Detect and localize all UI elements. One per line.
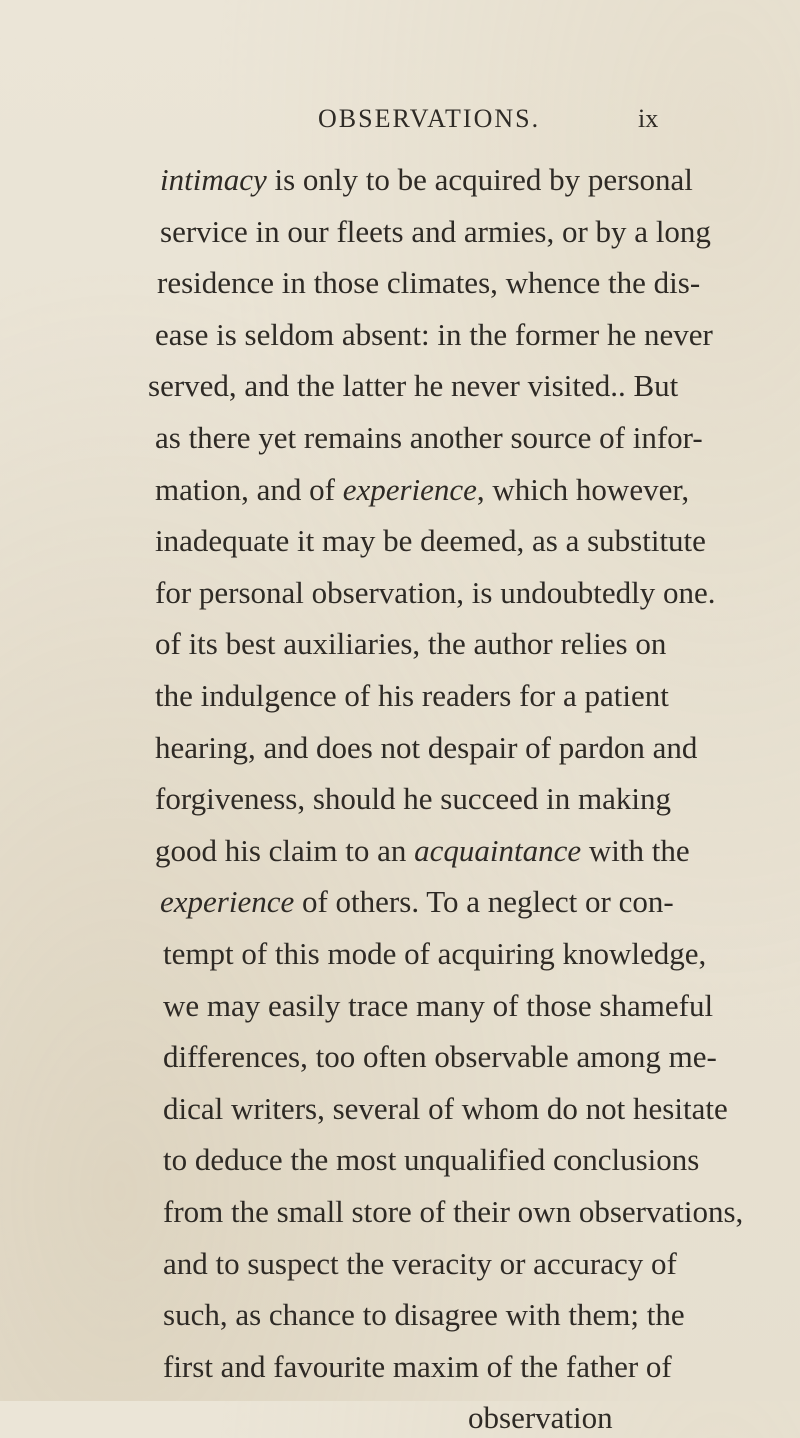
italic-word: experience <box>160 884 295 920</box>
text-line: hearing, and does not despair of pardon and <box>155 729 698 765</box>
running-head <box>0 104 800 144</box>
text-line: service in our fleets and armies, or by a long <box>160 213 711 249</box>
text-line: for personal observation, is undoubtedly one. <box>155 574 716 610</box>
text-line: tempt of this mode of acquiring knowledge, <box>163 936 707 971</box>
text-line: residence in those climates, whence the dis- <box>157 265 701 301</box>
text-line: dical writers, several of whom do not hesitate <box>163 1090 728 1126</box>
text-line: forgiveness, should he succeed in making <box>155 781 671 817</box>
text-line: the indulgence of his readers for a patient <box>155 678 669 713</box>
text-line: mation, and of experience, which however, <box>155 471 690 507</box>
text-line: from the small store of their own observations, <box>163 1194 744 1229</box>
text-line: inadequate it may be deemed, as a substitute <box>155 523 706 559</box>
italic-word: intimacy <box>160 162 267 197</box>
text-line: we may easily trace many of those shameful <box>163 987 714 1023</box>
text-line: experience of others. To a neglect or con- <box>160 884 674 920</box>
page-number: ix <box>638 104 659 133</box>
italic-word: acquaintance <box>414 832 582 868</box>
text-line: such, as chance to disagree with them; the <box>163 1297 685 1333</box>
text-line: as there yet remains another source of infor- <box>155 420 703 455</box>
text-line: first and favourite maxim of the father of <box>163 1348 672 1384</box>
catchword: observation <box>468 1400 613 1436</box>
italic-word: experience <box>342 471 477 507</box>
running-title: OBSERVATIONS. <box>318 104 541 133</box>
text-line: of its best auxiliaries, the author relies on <box>155 626 667 662</box>
text-line: intimacy is only to be acquired by personal <box>160 162 693 197</box>
text-line: to deduce the most unqualified conclusions <box>163 1142 700 1178</box>
text-line: and to suspect the veracity or accuracy of <box>163 1245 677 1281</box>
text-line: differences, too often observable among me- <box>163 1039 717 1075</box>
text-line: served, and the latter he never visited.. But <box>148 368 679 404</box>
text-line: good his claim to an acquaintance with the <box>155 832 690 868</box>
text-line: ease is seldom absent: in the former he never <box>155 316 713 352</box>
